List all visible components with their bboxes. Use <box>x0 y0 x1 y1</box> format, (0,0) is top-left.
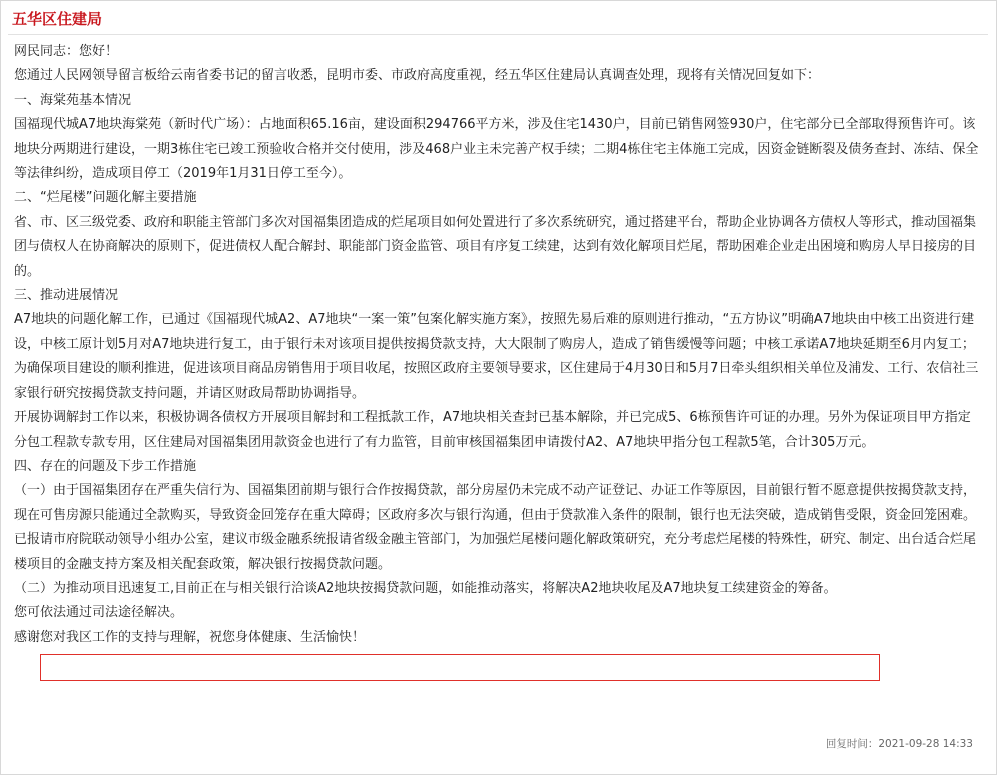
section-3-paragraph-2: 开展协调解封工作以来，积极协调各债权方开展项目解封和工程抵款工作，A7地块相关查封已基本解除，并已完成5、6栋预售许可证的办理。另外为保证项目甲方指定分包工程款专款专用，区住建局对国福集团用款资金也进行了有力监管，目前审核国福集团申请拨付A2、A7地块甲指分包工程款5笔，合计305万元。 <box>14 410 971 450</box>
section-2-paragraph: 省、市、区三级党委、政府和职能主管部门多次对国福集团造成的烂尾项目如何处置进行了多次系统研究，通过搭建平台，帮助企业协调各方债权人等形式，推动国福集团与债权人在协商解决的原则下，促进债权人配合解封、职能部门资金监管、项目有序复工续建，达到有效化解项目烂尾，帮助困难企业走出困境和购房人早日接房的目的。 <box>14 214 977 279</box>
section-1-paragraph: 国福现代城A7地块海棠苑（新时代广场）：占地面积65.16亩，建设面积294766平方米，涉及住宅1430户，目前已销售网签930户，住宅部分已全部取得预售许可。该地块分两期进行建设，一期3栋住宅已竣工预验收合格并交付使用，涉及468户业主未完善产权手续；二期4栋住宅主体施工完成，因资金链断裂及债务查封、冻结、保全等法律纠纷，造成项目停工（2019年1月31日停工至今）。 <box>14 117 979 182</box>
section-heading-1: 一、海棠苑基本情况 <box>14 92 132 108</box>
reply-body <box>14 40 979 650</box>
section-heading-2: 二、“烂尾楼”问题化解主要措施 <box>14 190 197 206</box>
section-heading-4: 四、存在的问题及下步工作措施 <box>14 458 197 474</box>
intro-paragraph: 您通过人民网领导留言板给云南省委书记的留言收悉，昆明市委、市政府高度重视，经五华区住建局认真调查处理，现将有关情况回复如下： <box>14 68 821 84</box>
section-3-paragraph-1: A7地块的问题化解工作，已通过《国福现代城A2、A7地块“一案一策”包案化解实施方案》，按照先易后难的原则进行推动，“五方协议”明确A7地块由中核工出资进行建设，中核工原计划5月对A7地块进行复工，由于银行未对该项目提供按揭贷款支持，大大限制了购房人，造成了销售缓慢等问题；中核工承诺A7地块延期至6月内复工；为确保项目建设的顺利推进，促进该项目商品房销售用于项目收尾，按照区政府主要领导要求，区住建局于4月30日和5月7日牵头组织相关单位及浦发、工行、农信社三家银行研究按揭贷款支持问题，并请区财政局帮助协调指导。 <box>14 312 979 401</box>
closing-thanks: 感谢您对我区工作的支持与理解，祝您身体健康、生活愉快！ <box>14 629 366 645</box>
section-4-paragraph: 已报请市府院联动领导小组办公室，建议市级金融系统报请省级金融主管部门，为加强烂尾楼问题化解政策研究，充分考虑烂尾楼的特殊性，研究、制定、出台适合烂尾楼项目的金融支持方案及相关配套政策，解决银行按揭贷款问题。 <box>14 532 977 572</box>
section-4-item-1: （一）由于国福集团存在严重失信行为、国福集团前期与银行合作按揭贷款，部分房屋仍未完成不动产证登记、办证工作等原因，目前银行暂不愿意提供按揭贷款支持，现在可售房源只能通过全款购买，导致资金回笼存在重大障碍；区政府多次与银行沟通，但由于贷款准入条件的限制，银行也无法突破，造成销售受限，资金回笼困难。 <box>14 483 977 523</box>
reply-timestamp: 回复时间：2021-09-28 14:33 <box>825 738 973 750</box>
department-title: 五华区住建局 <box>12 10 103 28</box>
section-heading-3: 三、推动进展情况 <box>14 288 119 304</box>
section-4-item-2: （二）为推动项目迅速复工,目前正在与相关银行洽谈A2地块按揭贷款问题，如能推动落实，将解决A2地块收尾及A7地块复工续建资金的筹备。 <box>14 580 837 596</box>
title-divider <box>8 34 988 35</box>
legal-advice: 您可依法通过司法途径解决。 <box>14 605 184 621</box>
greeting: 网民同志：您好！ <box>14 44 119 59</box>
